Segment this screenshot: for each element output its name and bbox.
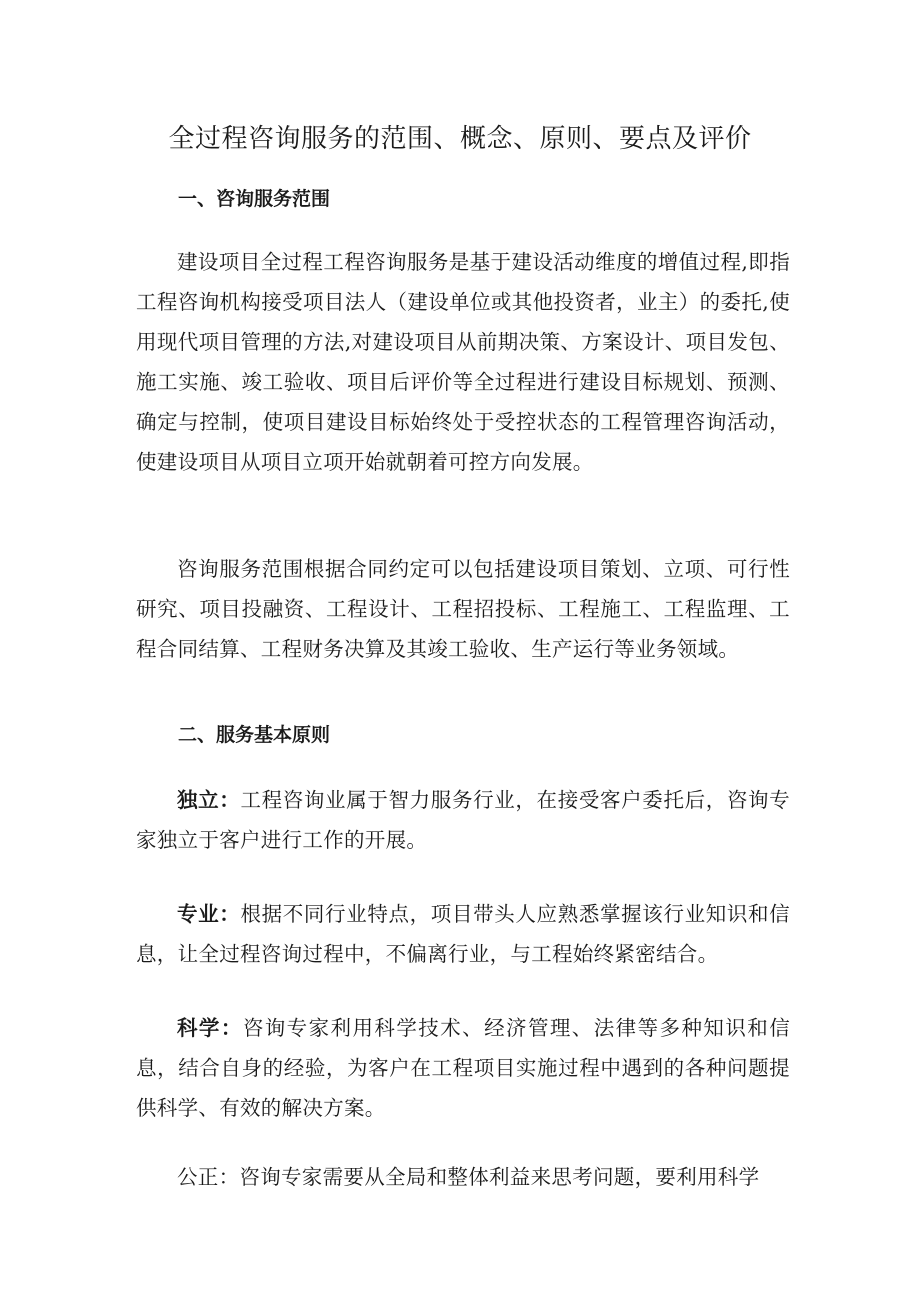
principle-text: 咨询专家利用科学技术、经济管理、法律等多种知识和信息，结合自身的经验，为客户在工程项目实施过程中遇到的各种问题提供科学、有效的解决方案。	[136, 1016, 791, 1120]
section-heading-principles: 二、服务基本原则	[178, 724, 331, 746]
principle-label: 科学：	[177, 1016, 243, 1040]
principle-label: 专业：	[177, 902, 241, 926]
section-heading-scope: 一、咨询服务范围	[178, 188, 331, 210]
principle-scientific	[136, 1008, 790, 1128]
paragraph-service-definition: 建设项目全过程工程咨询服务是基于建设活动维度的增值过程,即指工程咨询机构接受项目法人（建设单位或其他投资者，业主）的委托,使用现代项目管理的方法,对建设项目从前期决策、方案设计、项目发包、施工实施、竣工验收、项目后评价等全过程进行建设目标规划、预测、确定与控制，使项目建设目标始终处于受控状态的工程管理咨询活动，使建设项目从项目立项开始就朝着可控方向发展。	[136, 250, 790, 474]
principle-text: 根据不同行业特点，项目带头人应熟悉掌握该行业知识和信息，让全过程咨询过程中，不偏离行业，与工程始终紧密结合。	[136, 902, 790, 966]
principle-fair	[136, 1157, 790, 1197]
principle-text: 咨询专家需要从全局和整体利益来思考问题，要利用科学	[239, 1165, 760, 1189]
principle-professional	[136, 894, 790, 974]
principle-label: 公正：	[177, 1165, 240, 1189]
principle-independent	[136, 780, 790, 860]
paragraph-service-scope: 咨询服务范围根据合同约定可以包括建设项目策划、立项、可行性研究、项目投融资、工程设计、工程招投标、工程施工、工程监理、工程合同结算、工程财务决算及其竣工验收、生产运行等业务领域。	[136, 557, 790, 661]
principle-text: 工程咨询业属于智力服务行业，在接受客户委托后，咨询专家独立于客户进行工作的开展。	[136, 788, 790, 852]
principle-label: 独立：	[177, 788, 241, 812]
document-title: 全过程咨询服务的范围、概念、原则、要点及评价	[168, 124, 752, 154]
